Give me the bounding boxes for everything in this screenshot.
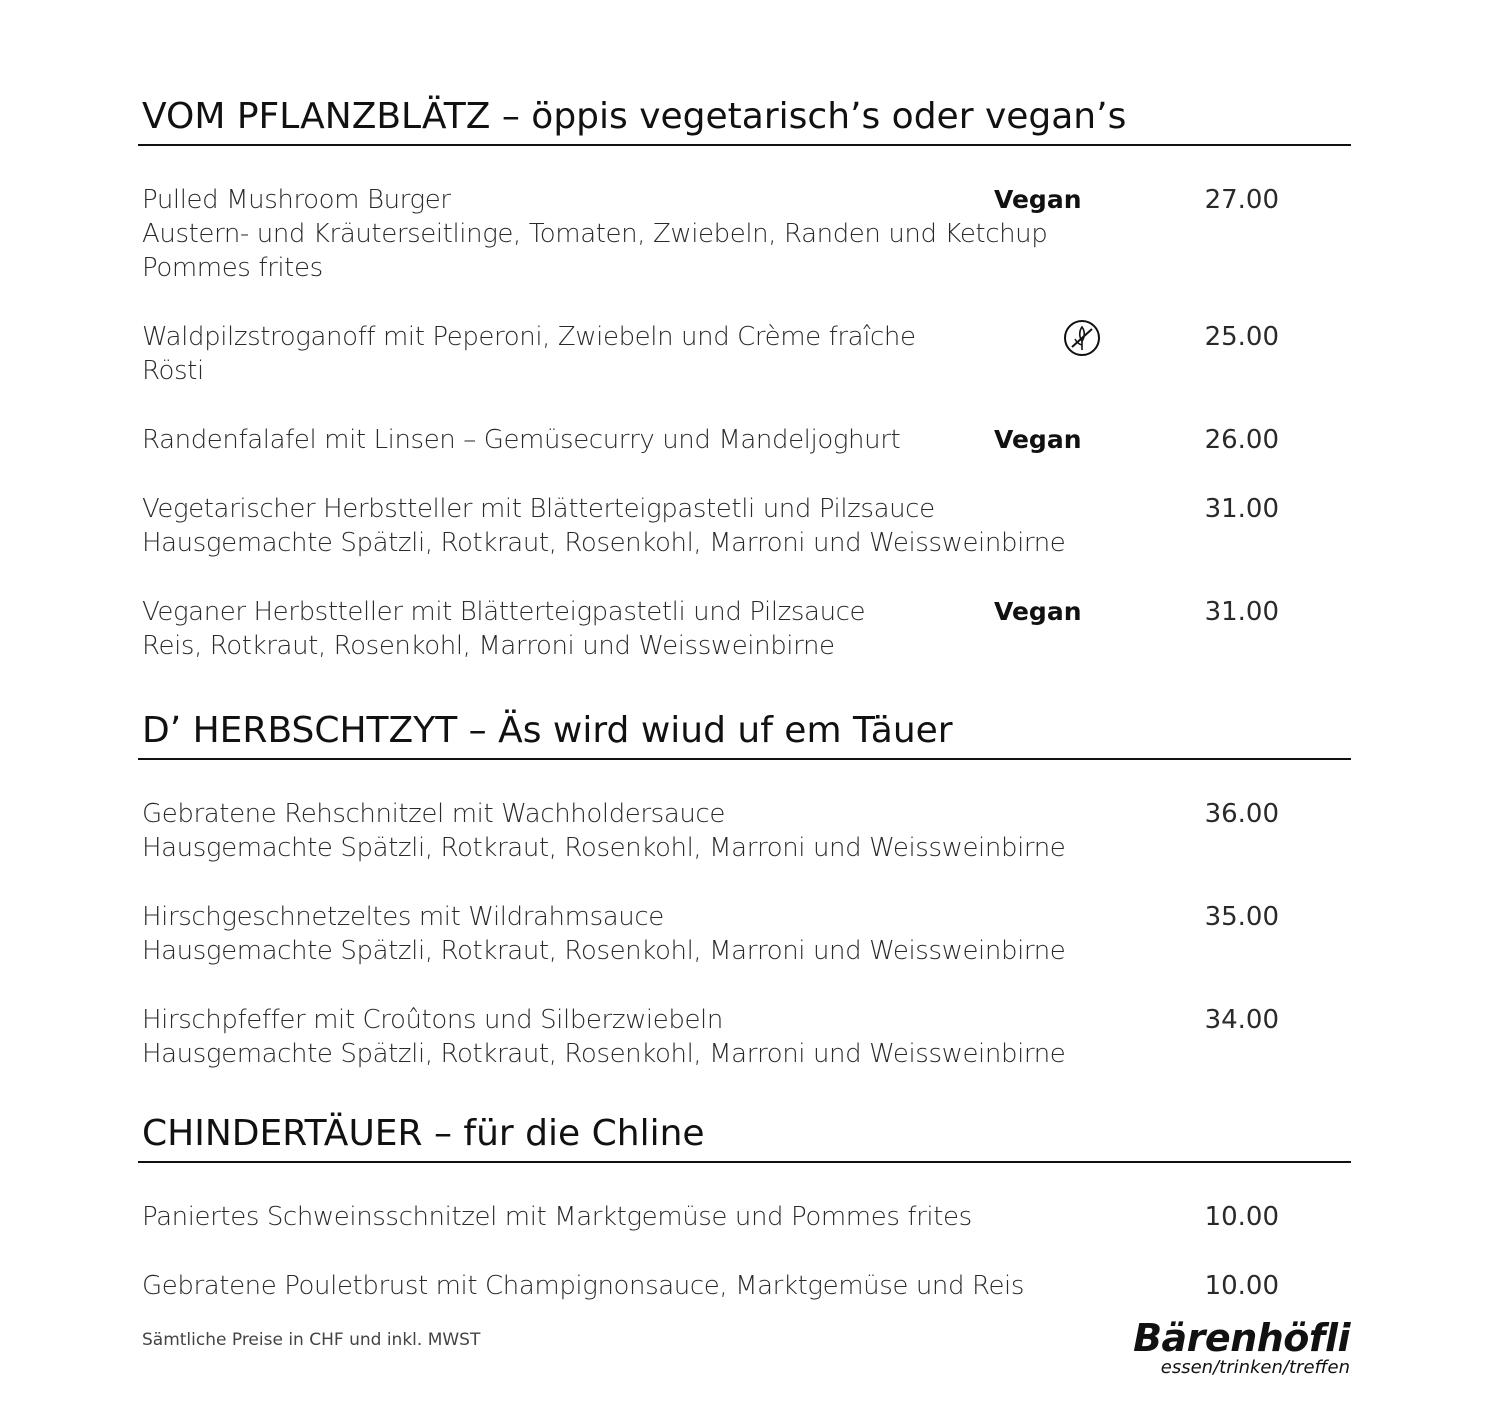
menu-item [142, 1200, 1351, 1234]
menu-item [142, 183, 1351, 285]
section-divider [138, 1161, 1351, 1163]
section-autumn [138, 708, 1351, 1078]
vegan-tag: Vegan [994, 185, 1082, 214]
gluten-free-icon [1062, 318, 1102, 358]
restaurant-logo [1128, 1318, 1350, 1378]
section-kids [138, 1111, 1351, 1311]
item-name: Vegetarischer Herbstteller mit Blätterteigpastetli und Pilzsauce [142, 494, 935, 524]
section-divider [138, 758, 1351, 760]
item-name: Gebratene Rehschnitzel mit Wachholdersauce [142, 799, 725, 829]
menu-item [142, 1269, 1351, 1303]
section-vegetarian [138, 94, 1351, 674]
item-price: 31.00 [1204, 597, 1279, 627]
item-description: Pommes frites [142, 253, 323, 283]
menu-item [142, 900, 1351, 968]
item-name: Paniertes Schweinsschnitzel mit Marktgemüse und Pommes frites [142, 1202, 972, 1232]
item-description: Reis, Rotkraut, Rosenkohl, Marroni und Weissweinbirne [142, 631, 835, 661]
item-description: Rösti [142, 356, 204, 386]
item-price: 35.00 [1204, 902, 1279, 932]
item-price: 10.00 [1204, 1202, 1279, 1232]
menu-item [142, 423, 1351, 457]
menu-item [142, 320, 1351, 388]
menu-item [142, 1003, 1351, 1071]
menu-item [142, 595, 1351, 663]
section-title: D’ HERBSCHTZYT – Äs wird wiud uf em Täuer [142, 710, 953, 751]
price-footnote: Sämtliche Preise in CHF und inkl. MWST [142, 1330, 481, 1350]
item-price: 26.00 [1204, 425, 1279, 455]
section-divider [138, 144, 1351, 146]
item-price: 36.00 [1204, 799, 1279, 829]
vegan-tag: Vegan [994, 597, 1082, 626]
item-description: Hausgemachte Spätzli, Rotkraut, Rosenkohl, Marroni und Weissweinbirne [142, 528, 1066, 558]
item-name: Randenfalafel mit Linsen – Gemüsecurry und Mandeljoghurt [142, 425, 901, 455]
menu-item [142, 797, 1351, 865]
item-price: 31.00 [1204, 494, 1279, 524]
item-price: 34.00 [1204, 1005, 1279, 1035]
logo-name: Bärenhöfli [1133, 1316, 1350, 1360]
item-description: Hausgemachte Spätzli, Rotkraut, Rosenkohl, Marroni und Weissweinbirne [142, 833, 1066, 863]
section-title: CHINDERTÄUER – für die Chline [142, 1113, 705, 1154]
logo-tagline: essen/trinken/treffen [1160, 1357, 1350, 1378]
item-description: Hausgemachte Spätzli, Rotkraut, Rosenkohl, Marroni und Weissweinbirne [142, 1039, 1066, 1069]
item-description: Hausgemachte Spätzli, Rotkraut, Rosenkohl, Marroni und Weissweinbirne [142, 936, 1066, 966]
item-price: 10.00 [1204, 1271, 1279, 1301]
item-price: 27.00 [1204, 185, 1279, 215]
item-description: Austern- und Kräuterseitlinge, Tomaten, Zwiebeln, Randen und Ketchup [142, 219, 1048, 249]
item-name: Hirschgeschnetzeltes mit Wildrahmsauce [142, 902, 664, 932]
vegan-tag: Vegan [994, 425, 1082, 454]
item-name: Veganer Herbstteller mit Blätterteigpastetli und Pilzsauce [142, 597, 866, 627]
section-title: VOM PFLANZBLÄTZ – öppis vegetarisch’s oder vegan’s [142, 96, 1127, 137]
menu-item [142, 492, 1351, 560]
item-name: Hirschpfeffer mit Croûtons und Silberzwiebeln [142, 1005, 723, 1035]
item-name: Waldpilzstroganoff mit Peperoni, Zwiebeln und Crème fraîche [142, 322, 916, 352]
item-name: Pulled Mushroom Burger [142, 185, 451, 215]
item-price: 25.00 [1204, 322, 1279, 352]
item-name: Gebratene Pouletbrust mit Champignonsauce, Marktgemüse und Reis [142, 1271, 1025, 1301]
